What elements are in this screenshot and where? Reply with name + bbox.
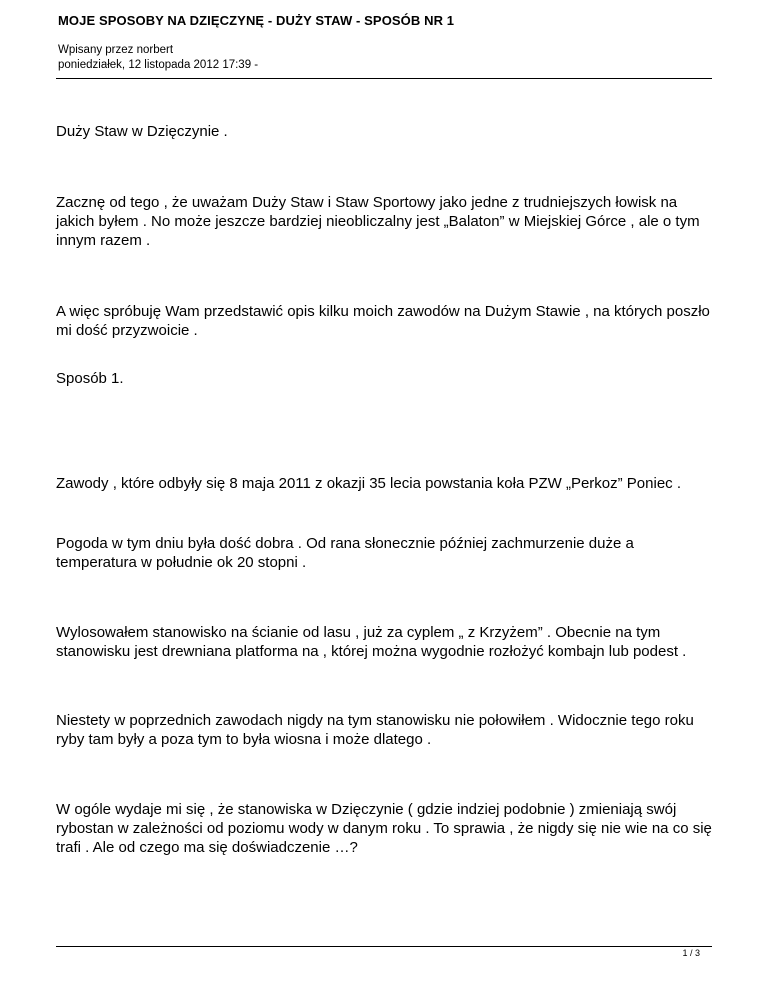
article-paragraph: Pogoda w tym dniu była dość dobra . Od rana słonecznie później zachmurzenie duże a temperatura w południe ok 20 stopni .: [56, 535, 634, 571]
article-paragraph: Duży Staw w Dzięczynie .: [56, 123, 228, 140]
article-paragraph: Wylosowałem stanowisko na ścianie od lasu , już za cyplem „ z Krzyżem” . Obecnie na tym stanowisku jest drewniana platforma na , której można wygodnie rozłożyć kombajn lub podest .: [56, 624, 687, 660]
article-paragraph: W ogóle wydaje mi się , że stanowiska w Dzięczynie ( gdzie indziej podobnie ) zmieniają swój rybostan w zależności od poziomu wody w danym roku . To sprawia , że nigdy się nie wie na co się trafi . Ale od czego ma się doświadczenie …?: [56, 801, 712, 856]
article-paragraph: Niestety w poprzednich zawodach nigdy na tym stanowisku nie połowiłem . Widocznie tego roku ryby tam były a poza tym to była wiosna i może dlatego .: [56, 712, 694, 748]
header-divider: [56, 78, 712, 79]
document-title: MOJE SPOSOBY NA DZIĘCZYNĘ - DUŻY STAW - SPOSÓB NR 1: [58, 13, 455, 28]
footer-divider: [56, 946, 712, 947]
section-heading: Sposób 1.: [56, 370, 124, 387]
article-paragraph: Zawody , które odbyły się 8 maja 2011 z okazji 35 lecia powstania koła PZW „Perkoz” Poniec .: [56, 475, 682, 492]
article-paragraph: A więc spróbuję Wam przedstawić opis kilku moich zawodów na Dużym Stawie , na których poszło mi dość przyzwoicie .: [56, 303, 710, 339]
author-line: Wpisany przez norbert: [58, 44, 174, 56]
date-line: poniedziałek, 12 listopada 2012 17:39 -: [58, 59, 259, 71]
page-number: 1 / 3: [682, 948, 700, 958]
article-paragraph: Zacznę od tego , że uważam Duży Staw i Staw Sportowy jako jedne z trudniejszych łowisk na jakich byłem . No może jeszcze bardziej nieobliczalny jest „Balaton” w Miejskiej Górce , ale o tym innym razem .: [56, 194, 700, 249]
